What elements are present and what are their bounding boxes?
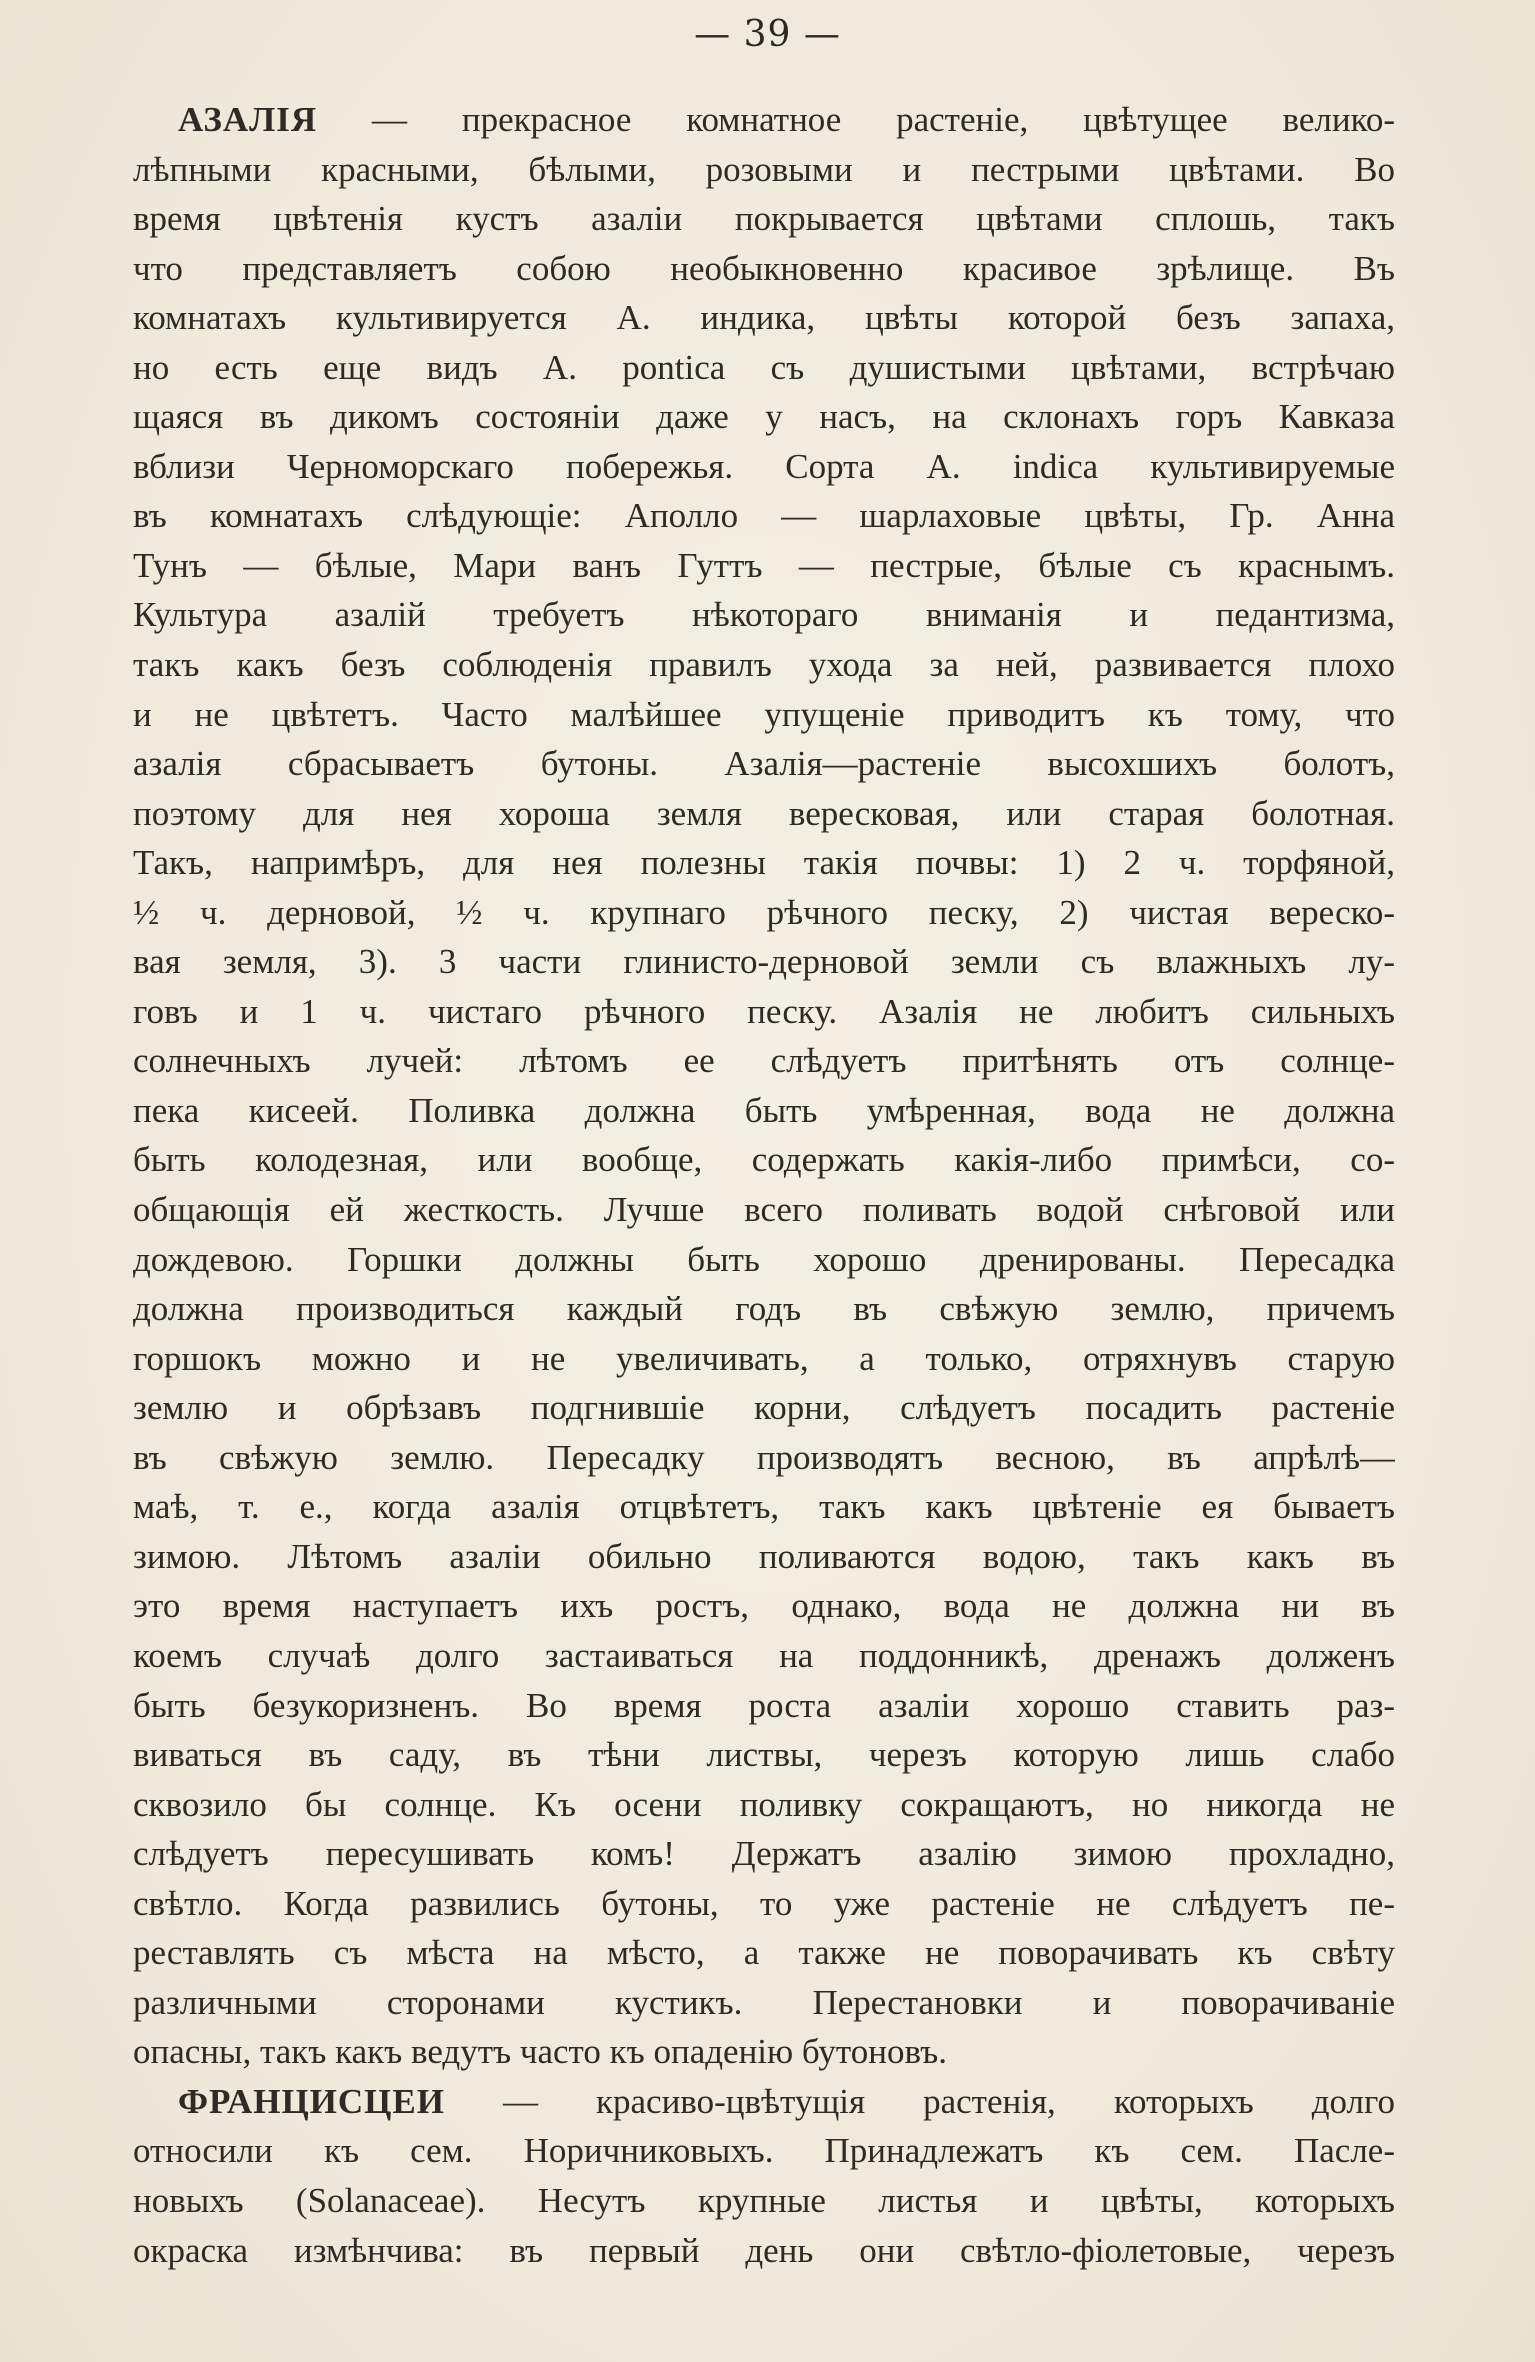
text-line: слѣдуетъ пересушивать комъ! Держатъ азалію зимою прохладно, <box>133 1834 1395 1874</box>
text-line: вблизи Черноморскаго побережья. Сорта А. indica культивируемые <box>133 446 1395 486</box>
text-line: землю и обрѣзавъ подгнившіе корни, слѣдуетъ посадить растеніе <box>133 1388 1395 1428</box>
text-line: такъ какъ безъ соблюденія правилъ ухода за ней, развивается плохо <box>133 645 1395 685</box>
text-line: быть колодезная, или вообще, содержать какія-либо примѣси, со- <box>133 1140 1395 1180</box>
text-line: но есть еще видъ А. pontica съ душистыми цвѣтами, встрѣчаю <box>133 347 1395 387</box>
text-line: общающія ей жесткость. Лучше всего поливать водой снѣговой или <box>133 1190 1395 1230</box>
text-line: сквозило бы солнце. Къ осени поливку сокращаютъ, но никогда не <box>133 1784 1395 1824</box>
text-line: Культура азалій требуетъ нѣкотораго вниманія и педантизма, <box>133 595 1395 635</box>
text-line: горшокъ можно и не увеличивать, а только, отряхнувъ старую <box>133 1338 1395 1378</box>
term-azalea: АЗАЛІЯ <box>178 100 318 139</box>
text-line: ФРАНЦИСЦЕИ — красиво-цвѣтущія растенія, которыхъ долго <box>178 2081 1395 2121</box>
text-line: пека кисеей. Поливка должна быть умѣренная, вода не должна <box>133 1090 1395 1130</box>
text-line: относили къ сем. Норичниковыхъ. Принадлежатъ къ сем. Пасле- <box>133 2131 1395 2171</box>
text-line: свѣтло. Когда развились бутоны, то уже растеніе не слѣдуетъ пе- <box>133 1883 1395 1923</box>
text-line: новыхъ (Solanaceae). Несутъ крупные листья и цвѣты, которыхъ <box>133 2180 1395 2220</box>
text-line: лѣпными красными, бѣлыми, розовыми и пестрыми цвѣтами. Во <box>133 149 1395 189</box>
text-line: и не цвѣтетъ. Часто малѣйшее упущеніе приводитъ къ тому, что <box>133 694 1395 734</box>
text-line: зимою. Лѣтомъ азаліи обильно поливаются водою, такъ какъ въ <box>133 1536 1395 1576</box>
text-line: должна производиться каждый годъ въ свѣжую землю, причемъ <box>133 1289 1395 1329</box>
text-line: дождевою. Горшки должны быть хорошо дренированы. Пересадка <box>133 1239 1395 1279</box>
text-line: Тунъ — бѣлые, Мари ванъ Гуттъ — пестрые, бѣлые съ краснымъ. <box>133 545 1395 585</box>
text-line: виваться въ саду, въ тѣни листвы, черезъ которую лишь слабо <box>133 1735 1395 1775</box>
text-line: говъ и 1 ч. чистаго рѣчного песку. Азалія не любитъ сильныхъ <box>133 991 1395 1031</box>
text-line: комнатахъ культивируется А. индика, цвѣты которой безъ запаха, <box>133 298 1395 338</box>
text-line: азалія сбрасываетъ бутоны. Азалія—растеніе высохшихъ болотъ, <box>133 744 1395 784</box>
text-line: различными сторонами кустикъ. Перестановки и поворачиваніе <box>133 1982 1395 2022</box>
text-line: въ свѣжую землю. Пересадку производятъ весною, въ апрѣлѣ— <box>133 1437 1395 1477</box>
text-line: маѣ, т. е., когда азалія отцвѣтетъ, такъ какъ цвѣтеніе ея бываетъ <box>133 1487 1395 1527</box>
text-line: ½ ч. дерновой, ½ ч. крупнаго рѣчного песку, 2) чистая вереско- <box>133 892 1395 932</box>
text-line: солнечныхъ лучей: лѣтомъ ее слѣдуетъ притѣнять отъ солнце- <box>133 1041 1395 1081</box>
body-text <box>133 95 1395 2275</box>
text-line: реставлять съ мѣста на мѣсто, а также не поворачивать къ свѣту <box>133 1933 1395 1973</box>
text-line: опасны, такъ какъ ведутъ часто къ опаденію бутоновъ. <box>133 2032 947 2072</box>
text-line: быть безукоризненъ. Во время роста азаліи хорошо ставить раз- <box>133 1685 1395 1725</box>
term-franciscea: ФРАНЦИСЦЕИ <box>178 2081 445 2121</box>
text-line: время цвѣтенія кустъ азаліи покрывается цвѣтами сплошь, такъ <box>133 199 1395 239</box>
text-line: Такъ, напримѣръ, для нея полезны такія почвы: 1) 2 ч. торфяной, <box>133 843 1395 883</box>
text-line: вая земля, 3). 3 части глинисто-дерновой земли съ влажныхъ лу- <box>133 942 1395 982</box>
text-line: поэтому для нея хороша земля вересковая, или старая болотная. <box>133 793 1395 833</box>
text-line: коемъ случаѣ долго застаиваться на поддонникѣ, дренажъ долженъ <box>133 1635 1395 1675</box>
page-number: — 39 — <box>694 14 841 55</box>
text-line: АЗАЛІЯ — прекрасное комнатное растеніе, цвѣтущее велико- <box>178 100 1395 139</box>
text-line: въ комнатахъ слѣдующіе: Аполло — шарлаховые цвѣты, Гр. Анна <box>133 496 1395 536</box>
text-line: это время наступаетъ ихъ ростъ, однако, вода не должна ни въ <box>133 1586 1395 1626</box>
text-line: щаяся въ дикомъ состояніи даже у насъ, на склонахъ горъ Кавказа <box>133 397 1395 437</box>
text-line: что представляетъ собою необыкновенно красивое зрѣлище. Въ <box>133 248 1395 288</box>
text-line: окраска измѣнчива: въ первый день они свѣтло-фіолетовые, черезъ <box>133 2230 1395 2270</box>
